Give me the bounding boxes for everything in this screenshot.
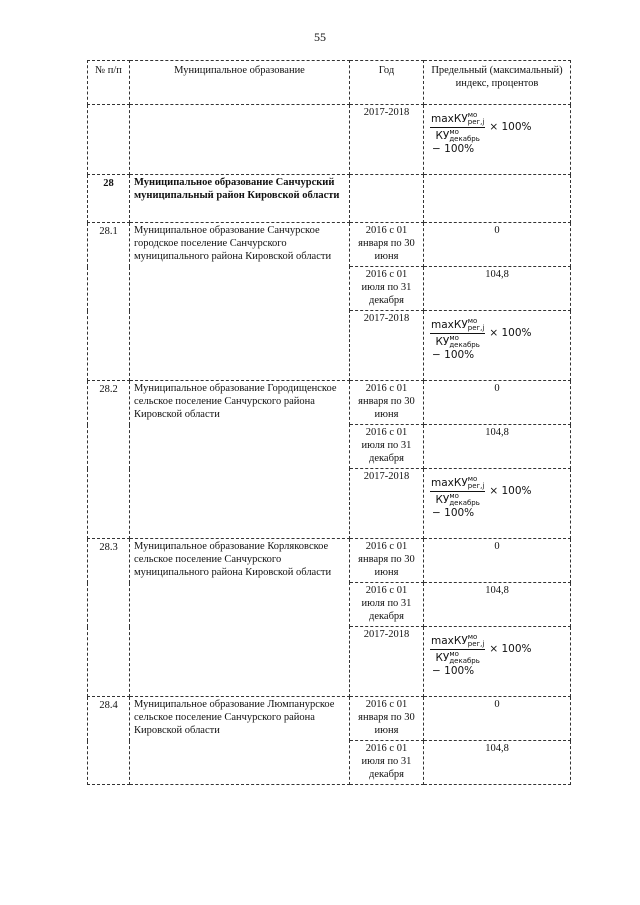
formula-denominator (435, 650, 479, 665)
index-formula (430, 628, 566, 678)
formula-times: × 100% (489, 485, 532, 497)
header-index: Предельный (максимальный) индекс, процентов (424, 61, 571, 105)
formula-ku: КУ (453, 319, 468, 331)
formula-sup: мо (467, 475, 478, 483)
formula-sub: рег,j (467, 640, 485, 648)
formula-denominator (435, 492, 479, 507)
formula-expression (430, 112, 532, 143)
year-cell: 2016 с 01 января по 30 июня (350, 381, 424, 425)
formula-ku: КУ (435, 130, 450, 142)
index-value: 0 (424, 223, 571, 267)
table-row (88, 223, 571, 267)
table-header-row (88, 61, 571, 105)
municipality-name: Муниципальное образование Корляковское сельское поселение Санчурского муниципального района Кировской области (130, 539, 350, 697)
year-cell: 2017-2018 (350, 627, 424, 697)
formula-max: max (431, 477, 454, 489)
formula-sup: мо (467, 317, 478, 325)
year-cell: 2017-2018 (350, 469, 424, 539)
formula-sub: декабрь (449, 341, 480, 349)
index-formula (430, 106, 566, 156)
year-cell: 2016 с 01 июля по 31 декабря (350, 425, 424, 469)
header-year: Год (350, 61, 424, 105)
formula-fraction (430, 634, 485, 665)
formula-expression (430, 634, 532, 665)
formula-fraction (430, 112, 485, 143)
year-cell: 2016 с 01 января по 30 июня (350, 223, 424, 267)
index-value: 104,8 (424, 267, 571, 311)
index-formula (430, 312, 566, 362)
formula-ku: КУ (453, 477, 468, 489)
year-cell: 2016 с 01 января по 30 июня (350, 697, 424, 741)
formula-sup: мо (467, 633, 478, 641)
formula-sup: мо (449, 492, 459, 500)
index-formula (430, 470, 566, 520)
year-cell: 2016 с 01 января по 30 июня (350, 539, 424, 583)
formula-fraction (430, 318, 485, 349)
formula-numerator (430, 112, 485, 128)
year-cell: 2016 с 01 июля по 31 декабря (350, 741, 424, 785)
formula-ku: КУ (435, 494, 450, 506)
formula-max: max (431, 635, 454, 647)
formula-cell (424, 469, 571, 539)
formula-max: max (431, 113, 454, 125)
formula-minus: − 100% (432, 143, 475, 155)
formula-sub: рег,j (467, 482, 485, 490)
formula-minus: − 100% (432, 349, 475, 361)
formula-ku: КУ (435, 336, 450, 348)
formula-sub: декабрь (449, 499, 480, 507)
row-number: 28.3 (88, 539, 130, 697)
row-number: 28.4 (88, 697, 130, 785)
formula-expression (430, 476, 532, 507)
formula-minus: − 100% (432, 665, 475, 677)
formula-sup: мо (467, 111, 478, 119)
formula-expression (430, 318, 532, 349)
index-value: 104,8 (424, 583, 571, 627)
header-num: № п/п (88, 61, 130, 105)
formula-numerator (430, 634, 485, 650)
formula-sub: рег,j (467, 324, 485, 332)
formula-sub: декабрь (449, 135, 480, 143)
index-value: 0 (424, 381, 571, 425)
group-row-28 (88, 175, 571, 223)
table-row (88, 381, 571, 425)
header-municipality: Муниципальное образование (130, 61, 350, 105)
table-row (88, 539, 571, 583)
index-value: 0 (424, 539, 571, 583)
formula-sub: декабрь (449, 657, 480, 665)
formula-sup: мо (449, 128, 459, 136)
row-number: 28.2 (88, 381, 130, 539)
index-value: 104,8 (424, 425, 571, 469)
formula-ku: КУ (453, 635, 468, 647)
index-value: 104,8 (424, 741, 571, 785)
formula-cell (424, 105, 571, 175)
municipality-name: Муниципальное образование Городищенское сельское поселение Санчурского района Кировской области (130, 381, 350, 539)
formula-cell (424, 627, 571, 697)
formula-max: max (431, 319, 454, 331)
formula-ku: КУ (435, 652, 450, 664)
tariff-index-table (87, 60, 571, 785)
formula-denominator (435, 128, 479, 143)
formula-numerator (430, 318, 485, 334)
formula-times: × 100% (489, 643, 532, 655)
formula-fraction (430, 476, 485, 507)
index-value: 0 (424, 697, 571, 741)
formula-cell (424, 311, 571, 381)
year-cell: 2017-2018 (350, 105, 424, 175)
formula-sub: рег,j (467, 118, 485, 126)
page-number: 55 (314, 30, 326, 44)
table-row (88, 105, 571, 175)
group-num: 28 (88, 175, 130, 223)
municipality-name: Муниципальное образование Санчурское городское поселение Санчурского муниципального района Кировской области (130, 223, 350, 381)
group-name: Муниципальное образование Санчурский муниципальный район Кировской области (130, 175, 350, 223)
municipality-name: Муниципальное образование Люмпанурское сельское поселение Санчурского района Кировской области (130, 697, 350, 785)
formula-times: × 100% (489, 121, 532, 133)
formula-sup: мо (449, 650, 459, 658)
row-number: 28.1 (88, 223, 130, 381)
formula-times: × 100% (489, 327, 532, 339)
formula-minus: − 100% (432, 507, 475, 519)
year-cell: 2016 с 01 июля по 31 декабря (350, 267, 424, 311)
table-row (88, 697, 571, 741)
formula-numerator (430, 476, 485, 492)
year-cell: 2016 с 01 июля по 31 декабря (350, 583, 424, 627)
formula-ku: КУ (453, 113, 468, 125)
formula-denominator (435, 334, 479, 349)
year-cell: 2017-2018 (350, 311, 424, 381)
formula-sup: мо (449, 334, 459, 342)
